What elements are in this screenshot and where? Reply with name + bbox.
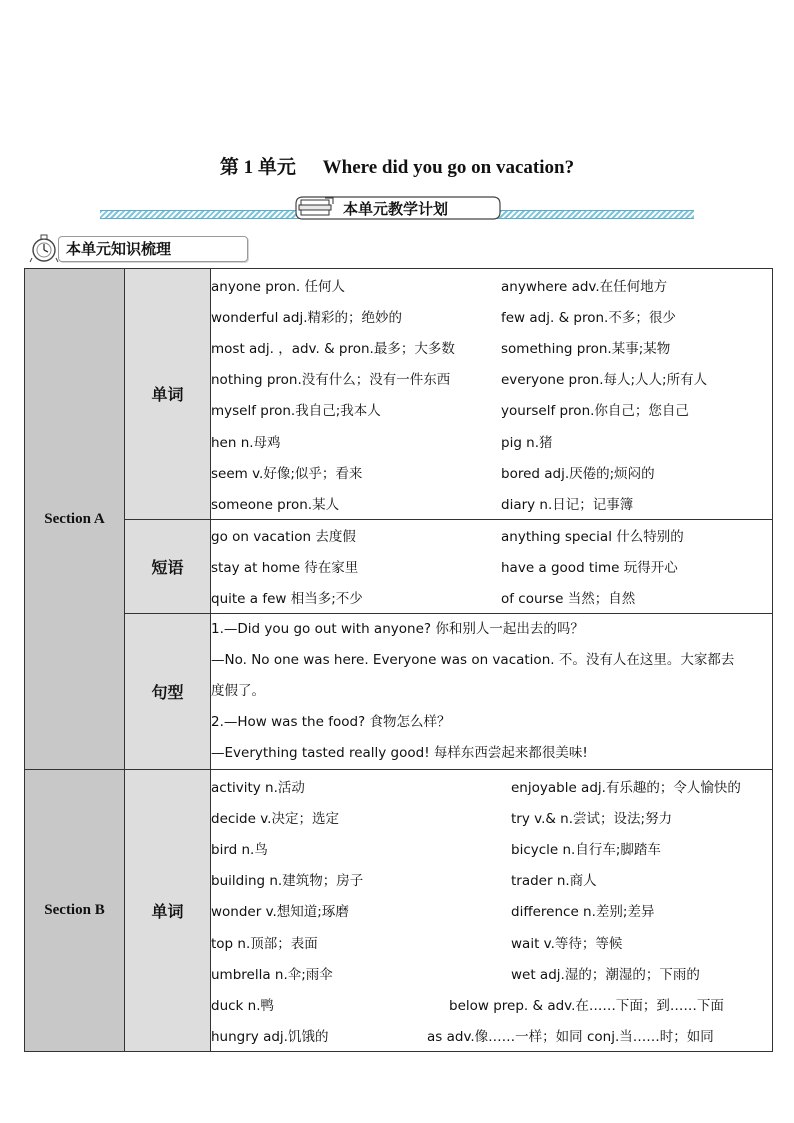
phrase-entry: of course 当然；自然: [501, 591, 636, 608]
book-stack-icon: [299, 198, 333, 215]
word-row: [211, 394, 772, 425]
word-entry: building n.建筑物；房子: [211, 873, 364, 890]
word-row: [211, 864, 772, 895]
word-entry: enjoyable adj.有乐趣的；令人愉快的: [511, 779, 741, 796]
word-entry: myself pron.我自己;我本人: [211, 403, 381, 420]
word-row: [211, 801, 772, 832]
word-row: [211, 988, 772, 1019]
unit-title: [0, 152, 794, 179]
word-row: [211, 957, 772, 988]
word-entry: few adj. & pron.不多；很少: [501, 309, 676, 326]
category-words: 单词: [125, 269, 211, 520]
word-row: [211, 770, 772, 801]
word-row: [211, 269, 772, 300]
unit-label: 第 1 单元: [219, 157, 296, 178]
section-b-label: Section B: [25, 770, 125, 1052]
word-entry: as adv.像……一样；如同 conj.当……时；如同: [427, 1029, 714, 1046]
word-row: [211, 487, 772, 518]
phrase-entry: have a good time 玩得开心: [501, 560, 678, 577]
word-entry: bored adj.厌倦的;烦闷的: [501, 465, 655, 482]
word-entry: everyone pron.每人;人人;所有人: [501, 372, 708, 389]
phrase-entry: stay at home 待在家里: [211, 560, 359, 577]
word-row: [211, 300, 772, 331]
word-entry: umbrella n.伞;雨伞: [211, 966, 333, 983]
stopwatch-icon: [28, 232, 68, 264]
category-words: 单词: [125, 770, 211, 1052]
phrase-row: [211, 520, 772, 551]
word-entry: diary n.日记；记事簿: [501, 496, 634, 513]
table-row: [25, 770, 773, 1052]
word-entry: activity n.活动: [211, 779, 305, 796]
word-entry: bicycle n.自行车;脚踏车: [511, 842, 661, 859]
phrase-entry: quite a few 相当多;不少: [211, 591, 363, 608]
table-row: [25, 519, 773, 614]
word-entry: wet adj.湿的；潮湿的；下雨的: [511, 966, 700, 983]
word-entry: top n.顶部；表面: [211, 935, 318, 952]
teaching-plan-badge: [295, 196, 501, 220]
word-row: [211, 456, 772, 487]
banner-stripe-right: [494, 210, 694, 219]
unit-title-english: Where did you go on vacation?: [322, 157, 575, 178]
word-entry: something pron.某事;某物: [501, 340, 671, 357]
word-entry: wonderful adj.精彩的；绝妙的: [211, 309, 403, 326]
word-row: [211, 1020, 772, 1051]
word-row: [211, 926, 772, 957]
sentence-line: —No. No one was here. Everyone was on vacation. 不。没有人在这里。大家都去: [211, 652, 735, 669]
category-sentences: 句型: [125, 614, 211, 770]
word-entry: seem v.好像;似乎；看来: [211, 465, 363, 482]
phrase-row: [211, 582, 772, 613]
word-entry: below prep. & adv.在……下面；到……下面: [449, 997, 724, 1014]
teaching-plan-label: 本单元教学计划: [343, 200, 449, 218]
sentence-line: 2.—How was the food? 食物怎么样？: [211, 714, 451, 731]
word-entry: nothing pron.没有什么；没有一件东西: [211, 372, 451, 389]
section-a-label: Section A: [25, 269, 125, 770]
section-a-words: [211, 269, 773, 520]
word-row: [211, 832, 772, 863]
word-entry: anyone pron. 任何人: [211, 278, 345, 295]
word-entry: wonder v.想知道;琢磨: [211, 904, 349, 921]
word-entry: someone pron.某人: [211, 496, 340, 513]
sentence-line: 1.—Did you go out with anyone? 你和别人一起出去的吗？: [211, 621, 584, 638]
category-phrases: 短语: [125, 519, 211, 614]
table-row: [25, 614, 773, 770]
knowledge-table-body: [25, 269, 773, 1052]
word-entry: most adj. ，adv. & pron.最多；大多数: [211, 340, 455, 357]
word-entry: decide v.决定；选定: [211, 810, 339, 827]
word-entry: anywhere adv.在任何地方: [501, 278, 668, 295]
teaching-plan-banner: [100, 196, 694, 220]
word-row: [211, 331, 772, 362]
word-entry: try v.& n.尝试；设法;努力: [511, 810, 673, 827]
section-b-words: [211, 770, 773, 1052]
sentence-line: —Everything tasted really good! 每样东西尝起来都很美味!: [211, 745, 588, 762]
word-entry: pig n.猪: [501, 434, 553, 451]
word-entry: wait v.等待；等候: [511, 935, 623, 952]
word-entry: yourself pron.你自己；您自己: [501, 403, 689, 420]
knowledge-table: [24, 268, 773, 1052]
banner-stripe-left: [100, 210, 300, 219]
section-a-sentences: [211, 614, 773, 770]
word-entry: hungry adj.饥饿的: [211, 1029, 329, 1046]
word-row: [211, 363, 772, 394]
word-row: [211, 895, 772, 926]
section-a-phrases: [211, 519, 773, 614]
word-entry: difference n.差别;差异: [511, 904, 655, 921]
word-entry: bird n.鸟: [211, 842, 268, 859]
phrase-entry: anything special 什么特别的: [501, 529, 684, 546]
phrase-row: [211, 551, 772, 582]
table-row: [25, 269, 773, 520]
word-entry: duck n.鸭: [211, 997, 275, 1014]
word-entry: hen n.母鸡: [211, 434, 281, 451]
phrase-entry: go on vacation 去度假: [211, 529, 356, 546]
word-row: [211, 425, 772, 456]
knowledge-summary-label: 本单元知识梳理: [66, 240, 172, 258]
word-entry: trader n.商人: [511, 873, 597, 890]
sentence-line: 度假了。: [211, 683, 265, 700]
